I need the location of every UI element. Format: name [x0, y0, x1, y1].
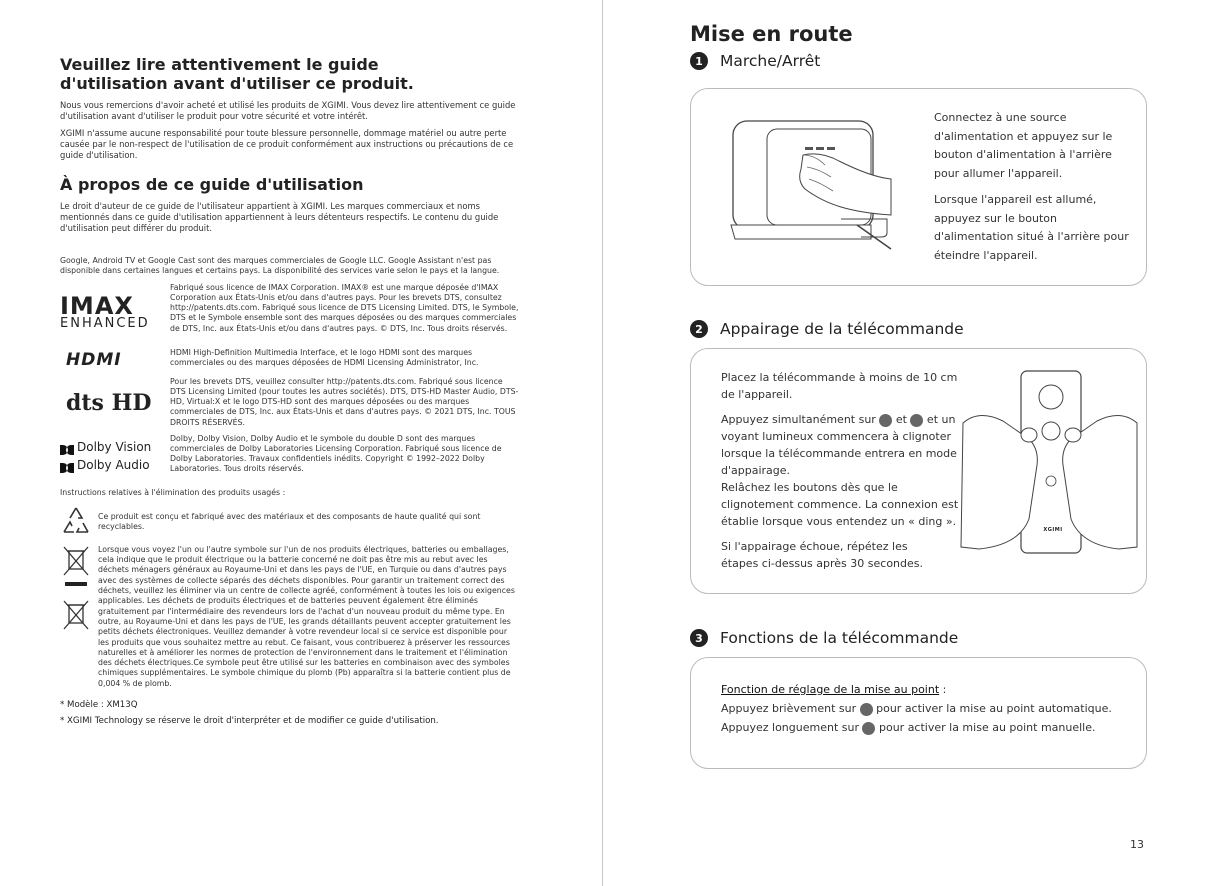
right-page [690, 22, 1150, 70]
footnote-model: * Modèle : XM13Q [60, 700, 138, 711]
pairing-distance-text: Placez la télécommande à moins de 10 cm de l'appareil. [721, 371, 958, 401]
weee-text: Lorsque vous voyez l'un ou l'autre symbole sur l'un de nos produits électriques, batteries ou emballages, cela indique que le produit électrique ou la batterie concerné ne doit pas être mis au rebut avec les déchets ménagers généraux au Royaume-Uni et dans les pays de l'UE, en Turquie ou dans d'autres pays avec des systèmes de collecte séparés des déchets disponibles. Pour garantir un traitement correct des déchets, veuillez les éliminer via un centre de collecte agréé, conformément à toutes les lois ou exigences applicables. Les déchets de produits électriques et de batteries peuvent également être éliminés gratuitement par l'intermédiaire des revendeurs lors de l'achat d'un nouveau produit du même type. En outre, au Royaume-Uni et dans les pays de l'UE, les grands détaillants peuvent accepter gratuitement les petits déchets électroniques. Veuillez demander à votre revendeur local si ce service est disponible pour les produits que vous souhaitez mettre au rebut. Ce faisant, vous contribuerez à préserver les ressources naturelles et à améliorer les normes de protection de l'environnement dans le traitement et l'élimination des déchets électriques.Ce symbole peut être utilisé sur les batteries en combinaison avec des symboles chimiques supplémentaires. Le symbole chimique du plomb (Pb) apparaîtra si la batterie contient plus de 0,004 % de plomb. [98, 544, 515, 688]
power-instructions [934, 109, 1134, 265]
step-badge: 3 [690, 629, 708, 647]
imax-enhanced-text: ENHANCED [60, 315, 150, 331]
focus-subheading [721, 680, 1136, 699]
pairing-press-c: et un voyant lumineux commencera à clignoter lorsque la télécommande entrera en mode d'appairage. [721, 413, 957, 477]
page-divider [602, 0, 603, 886]
dts-logo [60, 377, 170, 429]
para-thanks: Nous vous remercions d'avoir acheté et utilisé les produits de XGIMI. Vous devez lire attentivement ce guide d'utilisation avant d'utiliser le produit pour votre sécurité et votre intérêt. [60, 100, 516, 121]
para-copyright: Le droit d'auteur de ce guide de l'utilisateur appartient à XGIMI. Les marques commerciaux et noms mentionnés dans ce guide d'utilisation appartiennent à leurs détenteurs respectifs. Le contenu du guide d'utilisation peut différer du produit. [60, 201, 499, 233]
dolby-trademark-text: Dolby, Dolby Vision, Dolby Audio et le symbole du double D sont des marques commerciales de Dolby Laboratories Licensing Corporation. Fabriqué sous licence de Dolby Laboratories. Travaux confidentiels inédits. Copyright © 1992–2022 Dolby Laboratories. Tous droits réservés. [170, 433, 502, 474]
disposal-heading: Instructions relatives à l'élimination des produits usagés : [60, 487, 286, 497]
imax-logo [60, 283, 170, 343]
weee-row [60, 545, 520, 689]
dolby-vision-text: Dolby Vision [77, 439, 152, 454]
back-button-icon [879, 414, 892, 427]
dolby-dd-icon [60, 460, 74, 470]
section-remote-functions-title: Fonctions de la télécommande [720, 629, 959, 647]
focus-long-press [721, 718, 1136, 737]
recycle-row [60, 506, 520, 540]
imax-trademark-text: Fabriqué sous licence de IMAX Corporation. IMAX® est une marque déposée d'IMAX Corporation aux États-Unis et/ou dans d'autres pays. Pour les brevets DTS, consultez http://patents.dts.com. Fabriqué sous licence de DTS Licensing Limited. DTS, le Symbole, DTS et le Symbole ensemble sont des marques déposées ou des marques commerciales de DTS, Inc. aux États-Unis et/ou dans d'autres pays. © DTS, Inc. Tous droits réservés. [170, 282, 519, 333]
heading-about-guide: À propos de ce guide d'utilisation [60, 175, 364, 194]
dts-trademark-text: Pour les brevets DTS, veuillez consulter http://patents.dts.com. Fabriqué sous licence DTS Licensing Limited (pour toutes les autres sociétés). DTS, DTS-HD Master Audio, DTS-HD, Virtual:X et le logo DTS-HD sont des marques déposées ou des marques commerciales de DTS, Inc. aux États-Unis et dans d'autres pays. © 2021 DTS, Inc. TOUS DROITS RÉSERVÉS. [170, 376, 519, 427]
pairing-press-b: et [895, 413, 907, 426]
left-page [60, 55, 520, 729]
hdmi-trademark-text: HDMI High-Definition Multimedia Interface, et le logo HDMI sont des marques commerciales ou des marques déposées de HDMI Licensing Administrator, Inc. [170, 347, 479, 367]
functions-box [690, 657, 1147, 769]
dolby-logo [60, 434, 170, 478]
page-title: Mise en route [690, 22, 853, 46]
dolby-row [60, 434, 520, 478]
focus-subheading-label: Fonction de réglage de la mise au point [721, 683, 940, 696]
focus-short-b: pour activer la mise au point automatique. [876, 702, 1112, 715]
imax-row [60, 283, 520, 343]
focus-button-icon [860, 703, 873, 716]
pairing-press-a: Appuyez simultanément sur [721, 413, 876, 426]
focus-short-a: Appuyez brièvement sur [721, 702, 857, 715]
step-badge: 1 [690, 52, 708, 70]
focus-long-b: pour activer la mise au point manuelle. [878, 721, 1096, 734]
section-pairing [690, 320, 964, 338]
power-off-text: Lorsque l'appareil est allumé, appuyez sur le bouton d'alimentation situé à l'arrière pour éteindre l'appareil. [934, 193, 1129, 262]
focus-subheading-colon: : [939, 683, 947, 696]
focus-long-a: Appuyez longuement sur [721, 721, 859, 734]
power-box [690, 88, 1147, 286]
section-remote-functions [690, 629, 958, 647]
crossed-bin-icon-2 [64, 601, 88, 629]
para-liability: XGIMI n'assume aucune responsabilité pour toute blessure personnelle, dommage matériel ou autre perte causée par le non-respect de l'utilisation de ce produit conformément aux instructions ou précautions de ce guide d'utilisation. [60, 128, 514, 160]
google-trademarks: Google, Android TV et Google Cast sont des marques commerciales de Google LLC. Google Assistant n'est pas disponible dans certaines langues et certains pays. La disponibilité des services varie selon le pays et la langue. [60, 256, 500, 276]
focus-short-press [721, 699, 1136, 718]
remote-brand-label: XGIMI [1043, 527, 1063, 533]
crossed-bin-icon [64, 547, 88, 575]
pairing-press-text [721, 411, 966, 479]
remote-illustration [959, 369, 1139, 559]
recycle-text: Ce produit est conçu et fabriqué avec des matériaux et des composants de haute qualité qui sont recyclables. [98, 511, 481, 532]
page-number: 13 [1130, 838, 1144, 851]
footnote-rights: * XGIMI Technology se réserve le droit d'interpréter et de modifier ce guide d'utilisation. [60, 716, 439, 727]
dts-row [60, 377, 520, 429]
recycle-icon [60, 506, 98, 540]
focus-button-icon [862, 722, 875, 735]
hdmi-logo [60, 348, 170, 372]
pairing-box [690, 348, 1147, 594]
heading-read-guide: Veuillez lire attentivement le guide d'utilisation avant d'utiliser ce produit. [60, 55, 414, 93]
hdmi-logo-text: HDMI [66, 349, 122, 370]
hdmi-row [60, 348, 520, 372]
pairing-instructions [721, 369, 966, 572]
imax-logo-text: IMAX [60, 291, 134, 320]
pairing-retry-text: Si l'appairage échoue, répétez les étapes ci-dessus après 30 secondes. [721, 540, 924, 570]
projector-illustration [721, 107, 911, 267]
focus-instructions [721, 680, 1136, 737]
dolby-audio-text: Dolby Audio [77, 457, 150, 472]
home-button-icon [910, 414, 923, 427]
section-pairing-title: Appairage de la télécommande [720, 320, 964, 338]
dolby-dd-icon [60, 442, 74, 452]
weee-icons [60, 545, 98, 649]
power-on-text: Connectez à une source d'alimentation et appuyez sur le bouton d'alimentation à l'arrière pour allumer l'appareil. [934, 111, 1113, 180]
section-power [690, 52, 1150, 70]
section-power-title: Marche/Arrêt [720, 52, 821, 70]
step-badge: 2 [690, 320, 708, 338]
dts-logo-text: dts HD [66, 389, 152, 416]
pairing-release-text: Relâchez les boutons dès que le clignotement commence. La connexion est établie lorsque vous entendez un « ding ». [721, 481, 959, 528]
